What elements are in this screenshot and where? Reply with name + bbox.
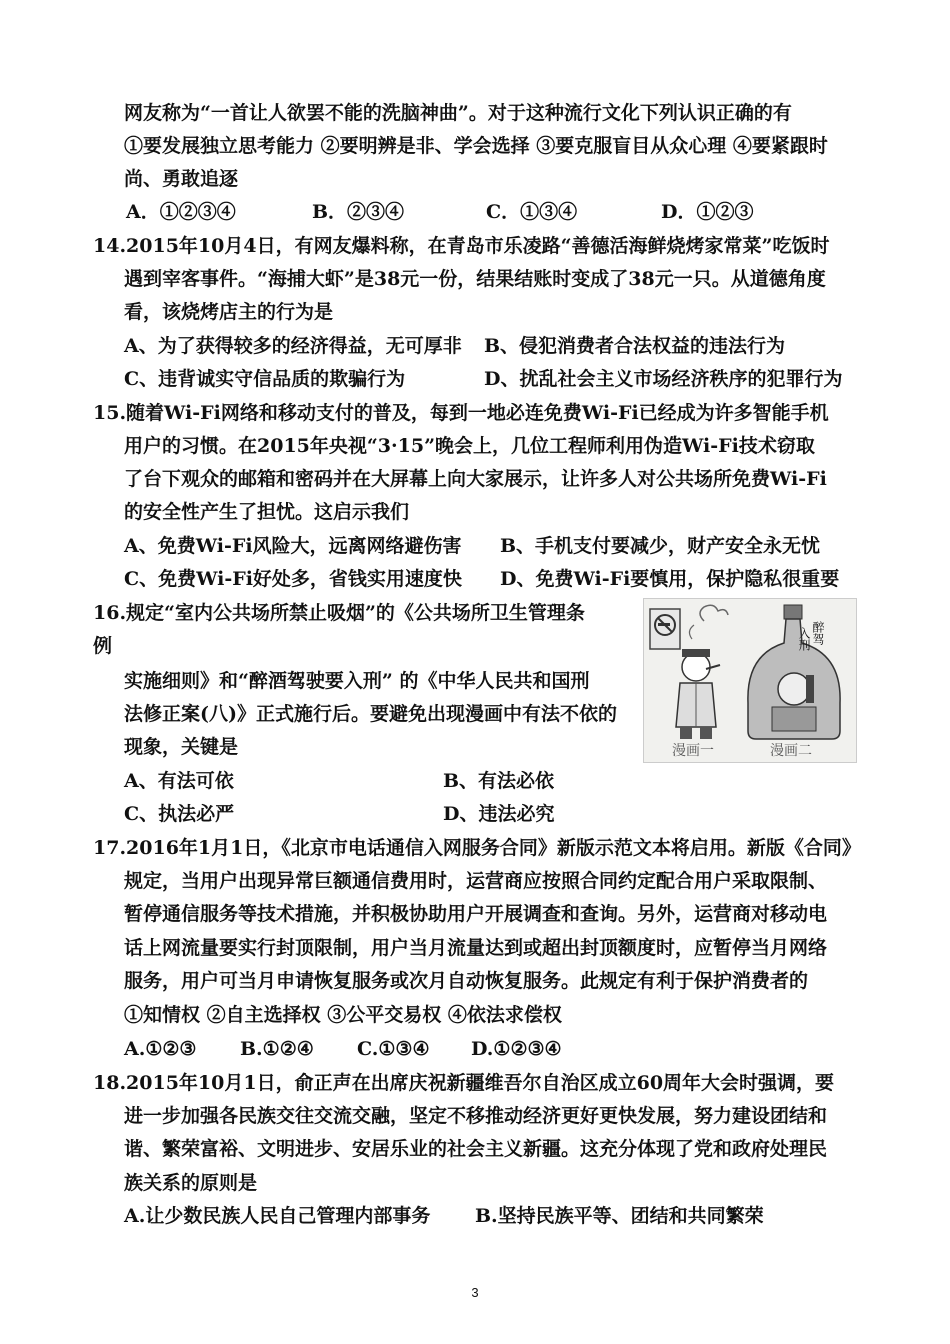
q14-line-2: 遇到宰客事件。“海捕大虾”是38元一份，结果结账时变成了38元一只。从道德角度 [124,268,826,290]
q17-line-5: 服务，用户可当月申请恢复服务或次月自动恢复服务。此规定有利于保护消费者的 [124,970,809,992]
q18-line-1: 18.2015年10月1日，俞正声在出席庆祝新疆维吾尔自治区成立60周年大会时强调，要 [93,1072,835,1094]
q18-option-b: B.坚持民族平等、团结和共同繁荣 [475,1205,764,1227]
q16-line-1: 16.规定“室内公共场所禁止吸烟”的《公共场所卫生管理条 [93,602,585,624]
q15-line-4: 的安全性产生了担忧。这启示我们 [124,501,410,523]
q16-line-4: 法修正案(八)》正式施行后。要避免出现漫画中有法不依的 [124,703,617,725]
cartoon-drawing [644,599,856,762]
q13-option-d: D．①②③ [661,201,754,223]
cartoon-label-1: 漫画一 [672,743,714,759]
q13-option-c: C．①③④ [486,201,578,223]
q14-line-1: 14.2015年10月4日，有网友爆料称，在青岛市乐凌路“善德活海鲜烧烤家常菜”吃饭时 [93,235,830,257]
q18-line-4: 族关系的原则是 [124,1172,258,1194]
q13-option-b: B．②③④ [312,201,405,223]
q17-line-4: 话上网流量要实行封顶限制，用户当月流量达到或超出封顶额度时，应暂停当月网络 [124,937,828,959]
q14-option-c: C、违背诚实守信品质的欺骗行为 [124,368,406,390]
q15-line-1: 15.随着Wi-Fi网络和移动支付的普及，每到一地必连免费Wi-Fi已经成为许多智能手机 [93,402,829,424]
q15-option-c: C、免费Wi-Fi好处多，省钱实用速度快 [124,568,462,590]
q13-option-a: A．①②③④ [126,201,236,223]
bottle-text-1: 醉驾 [811,621,825,645]
q16-option-b: B、有法必依 [443,770,555,792]
q15-option-a: A、免费Wi-Fi风险大，远离网络避伤害 [124,535,462,557]
bottle-icon [748,605,840,739]
q15-line-3: 了台下观众的邮箱和密码并在大屏幕上向大家展示，让许多人对公共场所免费Wi-Fi [124,468,827,490]
q13-line-1: 网友称为“一首让人欲罢不能的洗脑神曲”。对于这种流行文化下列认识正确的有 [124,102,792,124]
q14-option-b: B、侵犯消费者合法权益的违法行为 [484,335,786,357]
q15-line-2: 用户的习惯。在2015年央视“3·15”晚会上，几位工程师利用伪造Wi-Fi技术窃取 [124,435,815,457]
bottle-text-2: 入刑 [797,627,811,651]
q15-option-d: D、免费Wi-Fi要慎用，保护隐私很重要 [500,568,840,590]
q18-line-3: 谐、繁荣富裕、文明进步、安居乐业的社会主义新疆。这充分体现了党和政府处理民 [124,1138,828,1160]
q13-line-2: ①要发展独立思考能力 ②要明辨是非、学会选择 ③要克服盲目从众心理 ④要紧跟时 [124,135,828,157]
q16-line-2: 例 [93,635,113,657]
q15-option-b: B、手机支付要减少，财产安全永无忧 [500,535,821,557]
cartoon-label-2: 漫画二 [770,743,812,759]
q16-option-d: D、违法必究 [443,803,555,825]
q16-line-3: 实施细则》和“醉酒驾驶要入刑” 的《中华人民共和国刑 [124,670,590,692]
q14-option-d: D、扰乱社会主义市场经济秩序的犯罪行为 [484,368,843,390]
q17-line-3: 暂停通信服务等技术措施，并积极协助用户开展调查和查询。另外，运营商对移动电 [124,903,828,925]
smoking-man-icon [676,649,720,739]
q17-option-a: A.①②③ [124,1038,197,1060]
q14-line-3: 看，该烧烤店主的行为是 [124,301,334,323]
q16-option-c: C、执法必严 [124,803,235,825]
q17-line-6: ①知情权 ②自主选择权 ③公平交易权 ④依法求偿权 [124,1004,562,1026]
q17-option-d: D.①②③④ [471,1038,562,1060]
q17-line-1: 17.2016年1月1日，《北京市电话通信入网服务合同》新版示范文本将启用。新版《合同》 [93,837,861,859]
no-smoking-sign-icon [650,609,680,649]
q18-line-2: 进一步加强各民族交往交流交融，坚定不移推动经济更好更快发展，努力建设团结和 [124,1105,828,1127]
cartoon-figure [643,598,857,763]
page-number: 3 [471,1285,479,1300]
q16-option-a: A、有法可依 [124,770,234,792]
q16-line-5: 现象，关键是 [124,736,239,758]
q18-option-a: A.让少数民族人民自己管理内部事务 [124,1205,431,1227]
q17-option-b: B.①②④ [240,1038,314,1060]
q13-line-3: 尚、勇敢追逐 [124,168,239,190]
q17-line-2: 规定，当用户出现异常巨额通信费用时，运营商应按照合同约定配合用户采取限制、 [124,870,828,892]
q14-option-a: A、为了获得较多的经济得益，无可厚非 [124,335,462,357]
q17-option-c: C.①③④ [357,1038,430,1060]
